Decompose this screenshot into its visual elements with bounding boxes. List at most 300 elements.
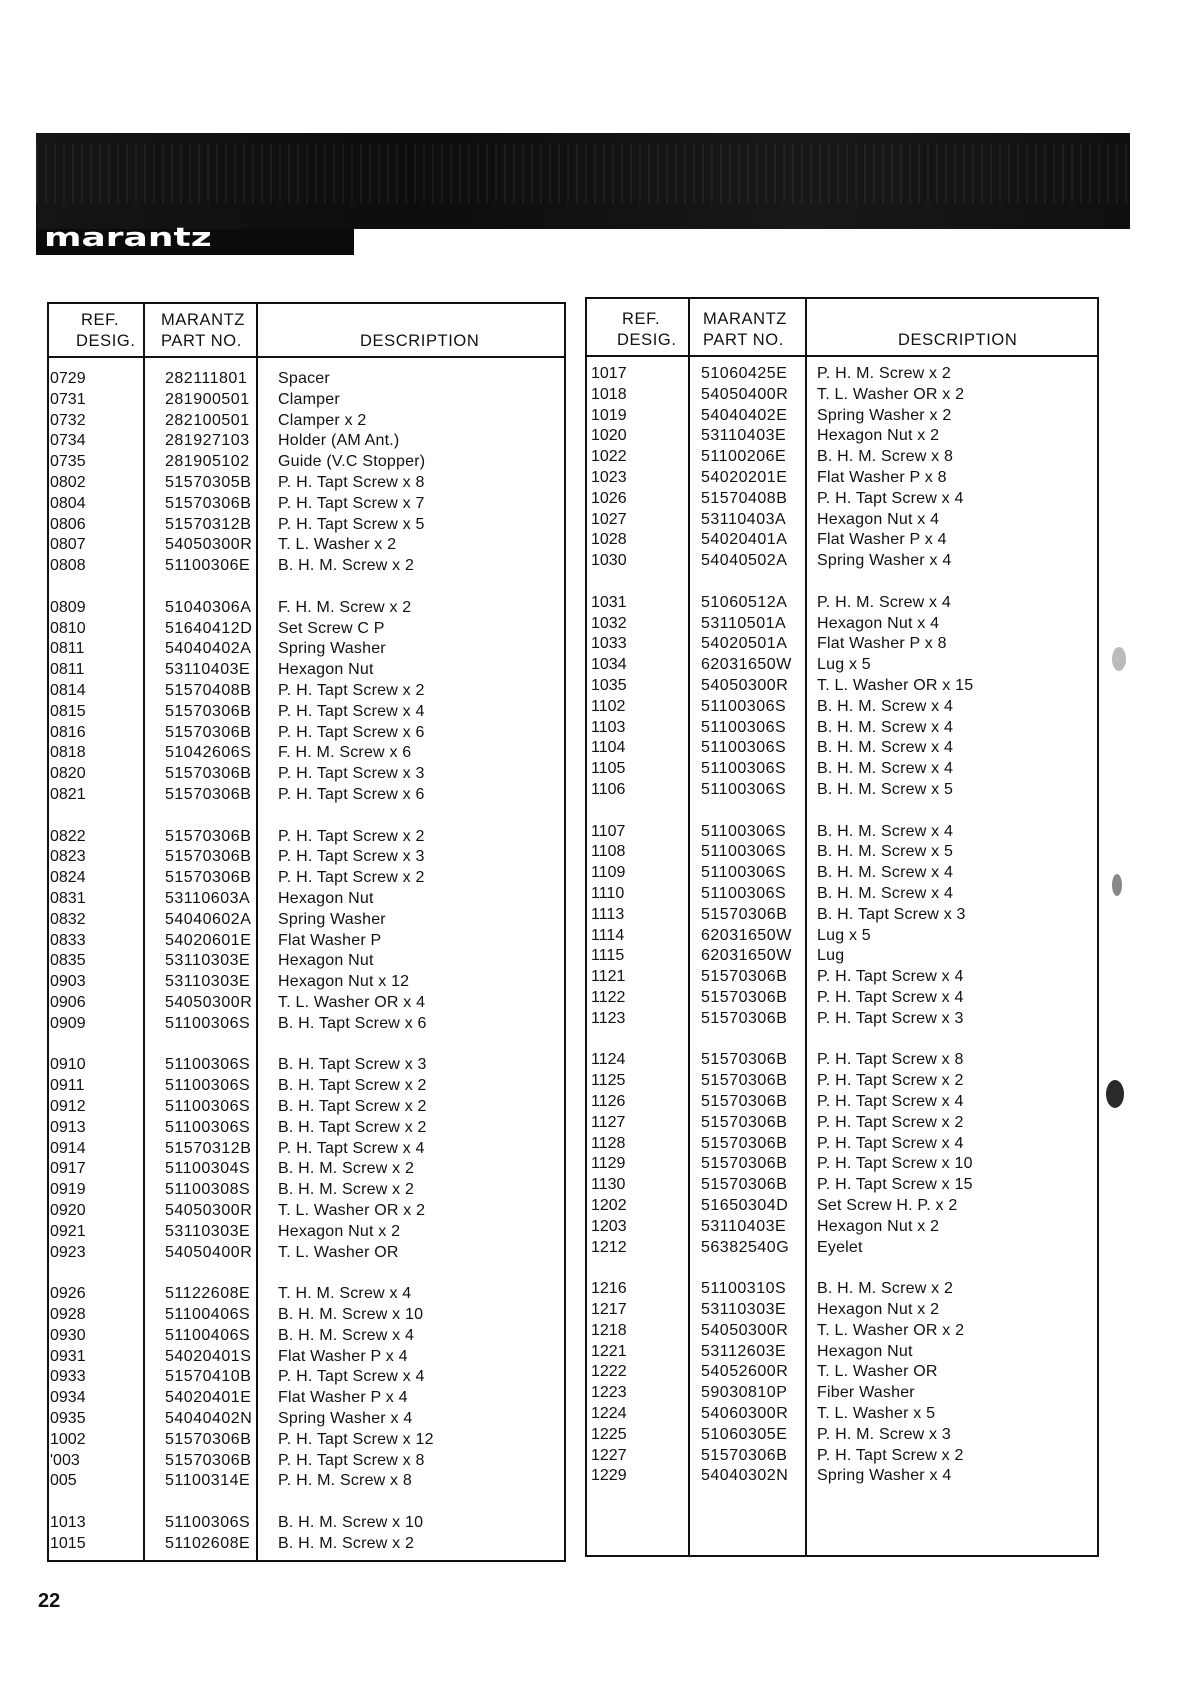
table-row <box>587 1091 1097 1112</box>
ref-desig-cell: 1222 <box>591 1363 627 1381</box>
description-cell: P. H. Tapt Screw x 2 <box>817 1113 964 1131</box>
table-row <box>587 613 1097 634</box>
ref-desig-cell: 0820 <box>50 765 86 783</box>
part-no-cell: 51570408B <box>701 489 788 507</box>
description-cell: Hexagon Nut <box>278 952 374 970</box>
part-no-cell: 62031650W <box>701 947 792 965</box>
description-cell: P. H. M. Screw x 8 <box>278 1472 413 1490</box>
part-no-cell: 54020201E <box>701 469 788 486</box>
ref-desig-cell: 1017 <box>591 365 627 382</box>
description-cell: P. H. Tapt Screw x 7 <box>278 494 425 512</box>
part-no-cell: 53110403E <box>701 427 787 445</box>
part-no-cell: 53110403E <box>701 1217 787 1235</box>
part-no-cell: 54050300R <box>165 536 253 554</box>
ref-desig-cell: 1202 <box>591 1197 627 1214</box>
table-row <box>49 909 564 930</box>
part-no-cell: 51100304S <box>165 1160 251 1178</box>
ref-desig-cell: 0824 <box>50 869 86 887</box>
description-cell: Spring Washer x 4 <box>817 552 952 570</box>
ref-desig-cell: 1103 <box>591 718 626 736</box>
table-row <box>587 1299 1097 1320</box>
table-row <box>587 945 1097 966</box>
part-no-cell: 281927103 <box>165 432 250 450</box>
table-row <box>587 987 1097 1008</box>
ref-desig-cell: 0821 <box>50 786 86 803</box>
part-no-cell: 51060305E <box>701 1425 788 1443</box>
ref-desig-cell: 1212 <box>591 1238 627 1256</box>
table-row <box>49 514 564 535</box>
part-no-cell: 51042606S <box>165 744 252 762</box>
description-cell: Flat Washer P x 4 <box>278 1389 408 1407</box>
table-row <box>49 555 564 576</box>
ref-desig-cell: 0923 <box>50 1243 86 1261</box>
table-row <box>49 1138 564 1159</box>
table-row <box>49 1200 564 1221</box>
description-cell: Spring Washer x 2 <box>817 406 952 424</box>
ref-desig-cell: 0910 <box>50 1056 86 1074</box>
description-cell: Flat Washer P x 8 <box>817 635 947 653</box>
ref-desig-cell: 0833 <box>50 931 86 949</box>
table-row <box>49 826 564 847</box>
part-no-cell: 54050300R <box>701 677 789 694</box>
description-cell: P. H. M. Screw x 2 <box>817 365 952 382</box>
table-row <box>49 1179 564 1200</box>
ref-desig-cell: 0930 <box>50 1326 86 1344</box>
table-row <box>49 1013 564 1034</box>
part-no-cell: 51100306S <box>701 822 787 840</box>
ref-desig-cell: 0911 <box>50 1077 85 1095</box>
table-row <box>587 1133 1097 1154</box>
description-cell: B. H. Tapt Screw x 2 <box>278 1077 427 1095</box>
part-no-cell: 51100306S <box>701 781 787 798</box>
description-cell: B. H. M. Screw x 4 <box>817 822 954 840</box>
description-cell: B. H. Tapt Screw x 2 <box>278 1118 427 1136</box>
description-cell: Spacer <box>278 370 330 387</box>
ref-desig-header: REF. DESIG. <box>617 310 677 349</box>
ref-desig-cell: 0928 <box>50 1306 86 1323</box>
table-row <box>49 1054 564 1075</box>
part-no-cell: 54020401S <box>165 1347 252 1365</box>
description-cell: B. H. M. Screw x 2 <box>817 1280 954 1298</box>
table-row <box>49 867 564 888</box>
ref-desig-cell: 1223 <box>591 1384 627 1402</box>
part-no-cell: 51570306B <box>165 869 252 887</box>
part-no-cell: 51570306B <box>165 765 252 783</box>
description-cell: Clamper x 2 <box>278 411 367 429</box>
ref-desig-cell: 0931 <box>50 1347 86 1365</box>
description-cell: P. H. Tapt Screw x 4 <box>278 1368 425 1386</box>
description-cell: P. H. Tapt Screw x 8 <box>278 474 425 491</box>
description-cell: B. H. Tapt Screw x 6 <box>278 1014 427 1032</box>
table-row <box>587 675 1097 696</box>
ref-desig-cell: 0732 <box>50 411 86 429</box>
table-row <box>587 779 1097 800</box>
description-cell: B. H. M. Screw x 10 <box>278 1514 424 1531</box>
part-no-header: MARANTZ PART NO. <box>703 310 787 349</box>
table-row <box>587 425 1097 446</box>
table-row <box>587 384 1097 405</box>
table-row <box>587 862 1097 883</box>
page-number: 22 <box>38 1590 61 1612</box>
ref-desig-cell: 1019 <box>591 406 627 424</box>
ref-desig-cell: 0909 <box>50 1014 86 1032</box>
description-cell: Lug x 5 <box>817 656 871 674</box>
description-cell: T. L. Washer OR x 2 <box>817 1321 965 1339</box>
part-no-cell: 62031650W <box>701 926 792 944</box>
part-no-cell: 51100406S <box>165 1306 251 1323</box>
description-cell: P. H. Tapt Screw x 4 <box>278 1139 425 1157</box>
ref-desig-cell: 0811 <box>50 661 85 679</box>
table-row <box>587 1049 1097 1070</box>
table-row <box>587 1278 1097 1299</box>
description-cell: Lug x 5 <box>817 926 871 944</box>
ref-desig-cell: 0831 <box>50 890 86 907</box>
description-cell: P. H. Tapt Screw x 4 <box>817 968 964 986</box>
table-row <box>587 758 1097 779</box>
part-no-cell: 51100306S <box>165 1056 251 1074</box>
table-row <box>587 841 1097 862</box>
description-cell: P. H. Tapt Screw x 3 <box>278 765 425 783</box>
table-row <box>49 1387 564 1408</box>
description-cell: P. H. Tapt Screw x 6 <box>278 786 425 803</box>
part-no-cell: 51060425E <box>701 365 788 382</box>
ref-desig-cell: 1225 <box>591 1425 627 1443</box>
ref-desig-cell: 0906 <box>50 994 86 1011</box>
description-cell: Flat Washer P x 4 <box>278 1347 408 1365</box>
part-no-cell: 54040502A <box>701 552 788 570</box>
description-cell: P. H. M. Screw x 3 <box>817 1425 952 1443</box>
part-no-cell: 54020501A <box>701 635 788 653</box>
description-cell: P. H. Tapt Screw x 12 <box>278 1430 434 1448</box>
table-row <box>587 363 1097 384</box>
table-row <box>49 1304 564 1325</box>
ref-desig-cell: 1013 <box>50 1514 86 1531</box>
description-cell: P. H. Tapt Screw x 2 <box>817 1072 964 1090</box>
description-cell: Spring Washer x 4 <box>278 1410 413 1427</box>
part-no-cell: 281900501 <box>165 390 250 408</box>
description-cell: B. H. M. Screw x 2 <box>278 557 415 575</box>
table-row <box>587 1361 1097 1382</box>
ref-desig-cell: 0735 <box>50 453 86 471</box>
part-no-cell: 51100306E <box>165 557 251 575</box>
description-cell: Hexagon Nut x 2 <box>817 427 940 445</box>
part-no-cell: 51060512A <box>701 593 788 611</box>
ref-desig-cell: 0815 <box>50 702 86 720</box>
table-row <box>49 1117 564 1138</box>
parts-table-left <box>47 302 566 1562</box>
description-cell: Hexagon Nut <box>278 661 374 679</box>
ref-desig-cell: 0807 <box>50 536 86 554</box>
table-row <box>587 1465 1097 1486</box>
description-header: DESCRIPTION <box>898 331 1018 349</box>
table-row <box>49 534 564 555</box>
part-no-cell: 54040302N <box>701 1467 789 1485</box>
part-no-cell: 53110501A <box>701 614 787 632</box>
ref-desig-cell: 1023 <box>591 469 627 486</box>
description-cell: B. H. M. Screw x 2 <box>278 1181 415 1199</box>
table-row <box>49 1366 564 1387</box>
part-no-cell: 51100306S <box>165 1514 251 1531</box>
part-no-cell: 51570306B <box>165 702 252 720</box>
ref-desig-cell: 0933 <box>50 1368 86 1386</box>
table-row <box>587 1320 1097 1341</box>
ref-desig-cell: 0731 <box>50 390 86 408</box>
part-no-cell: 282111801 <box>165 370 248 387</box>
table-row <box>587 1195 1097 1216</box>
description-cell: P. H. Tapt Screw x 3 <box>817 1009 964 1027</box>
description-cell: T. L. Washer x 5 <box>817 1405 936 1422</box>
table-row <box>49 597 564 618</box>
table-row <box>49 950 564 971</box>
table-row <box>49 680 564 701</box>
ref-desig-cell: 1121 <box>591 968 626 986</box>
ref-desig-cell: 1221 <box>591 1342 627 1360</box>
part-no-cell: 51100306S <box>165 1014 251 1032</box>
description-cell: Hexagon Nut x 4 <box>817 614 940 632</box>
part-no-cell: 54040402N <box>165 1410 253 1427</box>
part-no-cell: 51100306S <box>165 1118 251 1136</box>
part-no-cell: 51570312B <box>165 1139 252 1157</box>
description-cell: P. H. Tapt Screw x 4 <box>817 989 964 1006</box>
description-cell: Hexagon Nut <box>278 890 374 907</box>
ref-desig-cell: 1129 <box>591 1155 626 1173</box>
ref-desig-cell: 1217 <box>591 1301 627 1318</box>
description-cell: Spring Washer <box>278 640 386 658</box>
ref-desig-cell: 1122 <box>591 989 626 1006</box>
ref-desig-cell: 0914 <box>50 1139 86 1157</box>
table-row <box>49 742 564 763</box>
description-cell: Flat Washer P x 4 <box>817 531 947 549</box>
table-row <box>587 1403 1097 1424</box>
part-no-cell: 54050400R <box>701 385 789 403</box>
description-cell: Hexagon Nut <box>817 1342 913 1360</box>
part-no-cell: 53110303E <box>165 1222 251 1240</box>
ref-desig-cell: 1026 <box>591 489 627 507</box>
part-no-cell: 54040402A <box>165 640 252 658</box>
description-cell: T. L. Washer OR x 2 <box>278 1202 426 1219</box>
ref-desig-cell: 1032 <box>591 614 627 632</box>
ref-desig-cell: 1034 <box>591 656 627 674</box>
part-no-cell: 51640412D <box>165 619 253 637</box>
ref-desig-cell: 1108 <box>591 843 626 861</box>
description-cell: P. H. Tapt Screw x 2 <box>278 869 425 887</box>
table-row <box>49 368 564 389</box>
part-no-cell: 51570306B <box>165 723 252 741</box>
part-no-cell: 54050300R <box>165 994 253 1011</box>
table-row <box>49 846 564 867</box>
table-row <box>587 1008 1097 1029</box>
description-cell: P. H. Tapt Screw x 5 <box>278 515 425 533</box>
ref-desig-cell: 1110 <box>591 885 625 902</box>
part-no-cell: 51040306A <box>165 598 252 616</box>
part-no-cell: 51570306B <box>701 989 788 1006</box>
ref-desig-cell: 1128 <box>591 1134 626 1152</box>
part-no-cell: 51570306B <box>701 1051 788 1069</box>
table-row <box>49 472 564 493</box>
description-cell: Clamper <box>278 390 340 408</box>
ref-desig-cell: 1031 <box>591 593 627 611</box>
ref-desig-cell: 0814 <box>50 682 86 699</box>
description-cell: P. H. Tapt Screw x 4 <box>817 1093 964 1110</box>
table-row <box>49 1450 564 1471</box>
table-row <box>587 1424 1097 1445</box>
ref-desig-cell: 0934 <box>50 1389 86 1407</box>
table-row <box>49 493 564 514</box>
description-cell: B. H. Tapt Screw x 3 <box>817 905 966 923</box>
ref-desig-cell: 0832 <box>50 910 86 928</box>
part-no-cell: 54052600R <box>701 1363 789 1381</box>
part-no-cell: 51100306S <box>701 843 787 861</box>
margin-punch-hole <box>1112 647 1126 671</box>
part-no-cell: 281905102 <box>165 453 250 471</box>
part-no-cell: 62031650W <box>701 656 792 674</box>
description-cell: Hexagon Nut x 2 <box>278 1222 401 1240</box>
part-no-cell: 54040602A <box>165 910 252 928</box>
part-no-cell: 51100306S <box>701 864 787 882</box>
part-no-cell: 51570305B <box>165 474 252 491</box>
table-row <box>49 618 564 639</box>
description-cell: P. H. Tapt Screw x 10 <box>817 1155 973 1173</box>
part-no-cell: 51570306B <box>701 1009 788 1027</box>
description-cell: T. H. M. Screw x 4 <box>278 1285 412 1303</box>
part-no-cell: 54060300R <box>701 1405 789 1422</box>
table-row <box>49 930 564 951</box>
description-cell: P. H. Tapt Screw x 4 <box>817 489 964 507</box>
ref-desig-cell: 1106 <box>591 781 626 798</box>
ref-desig-cell: 1124 <box>591 1051 626 1069</box>
ref-desig-cell: 0903 <box>50 973 86 991</box>
description-cell: B. H. M. Screw x 10 <box>278 1306 424 1323</box>
description-cell: B. H. M. Screw x 4 <box>278 1326 415 1344</box>
description-cell: B. H. M. Screw x 4 <box>817 697 954 715</box>
part-no-cell: 51100406S <box>165 1326 251 1344</box>
ref-desig-cell: 1126 <box>591 1093 626 1110</box>
part-no-cell: 51100306S <box>701 718 787 736</box>
table-row <box>49 1242 564 1263</box>
description-cell: B. H. M. Screw x 5 <box>817 843 954 861</box>
table-row <box>49 784 564 805</box>
description-cell: Lug <box>817 947 845 965</box>
ref-desig-cell: 1229 <box>591 1467 627 1485</box>
description-cell: B. H. M. Screw x 4 <box>817 760 954 778</box>
table-row <box>49 1283 564 1304</box>
ref-desig-cell: 1028 <box>591 531 627 549</box>
part-no-cell: 54020401A <box>701 531 788 549</box>
part-no-cell: 51570306B <box>701 1155 788 1173</box>
description-cell: Hexagon Nut x 12 <box>278 973 410 991</box>
ref-desig-cell: 0816 <box>50 723 86 741</box>
table-row <box>587 1445 1097 1466</box>
description-cell: B. H. M. Screw x 2 <box>278 1534 415 1552</box>
ref-desig-cell: 0818 <box>50 744 86 762</box>
part-no-cell: 56382540G <box>701 1238 790 1256</box>
part-no-cell: 51570306B <box>701 1113 788 1131</box>
table-row <box>587 654 1097 675</box>
part-no-cell: 51570306B <box>165 494 252 512</box>
ref-desig-cell: 0811 <box>50 640 85 658</box>
ref-desig-cell: 1115 <box>591 947 625 965</box>
part-no-cell: 51100308S <box>165 1181 251 1199</box>
description-cell: P. H. Tapt Screw x 6 <box>278 723 425 741</box>
table-row <box>587 1112 1097 1133</box>
description-cell: Set Screw C P <box>278 619 385 637</box>
ref-desig-cell: 1109 <box>591 864 626 882</box>
ref-desig-cell: 1218 <box>591 1321 627 1339</box>
part-no-cell: 51100314E <box>165 1472 251 1490</box>
ref-desig-cell: 0804 <box>50 494 86 512</box>
part-no-cell: 51650304D <box>701 1197 789 1214</box>
part-no-cell: 54020601E <box>165 931 252 949</box>
ref-desig-header: REF. DESIG. <box>76 311 136 350</box>
table-row <box>49 971 564 992</box>
ref-desig-cell: 0921 <box>50 1222 86 1240</box>
ref-desig-cell: 0926 <box>50 1285 86 1303</box>
description-cell: B. H. M. Screw x 4 <box>817 864 954 882</box>
table-row <box>49 1429 564 1450</box>
table-row <box>49 1512 564 1533</box>
description-cell: T. L. Washer OR x 2 <box>817 385 965 403</box>
description-cell: F. H. M. Screw x 2 <box>278 598 412 616</box>
part-no-cell: 53110303E <box>701 1301 787 1318</box>
description-cell: P. H. Tapt Screw x 2 <box>278 682 425 699</box>
part-no-cell: 51570306B <box>701 1093 788 1110</box>
description-cell: B. H. M. Screw x 4 <box>817 718 954 736</box>
table-row <box>587 488 1097 509</box>
ref-desig-cell: 0810 <box>50 619 86 637</box>
part-no-cell: 51570306B <box>165 1451 252 1469</box>
part-no-cell: 51570306B <box>701 905 788 923</box>
description-cell: Hexagon Nut x 4 <box>817 510 940 528</box>
part-no-cell: 51570306B <box>701 1072 788 1090</box>
ref-desig-cell: 0913 <box>50 1118 86 1136</box>
part-no-cell: 53110403E <box>165 661 251 679</box>
part-no-cell: 51570306B <box>701 1134 788 1152</box>
ref-desig-cell: 0835 <box>50 952 86 970</box>
table-row <box>587 1174 1097 1195</box>
description-cell: Fiber Washer <box>817 1384 915 1402</box>
table-row <box>49 1346 564 1367</box>
table-row <box>49 1075 564 1096</box>
description-cell: Guide (V.C Stopper) <box>278 453 426 471</box>
description-cell: Set Screw H. P. x 2 <box>817 1197 958 1214</box>
ref-desig-cell: 0823 <box>50 848 86 866</box>
table-row <box>49 638 564 659</box>
description-cell: P. H. Tapt Screw x 2 <box>278 827 425 845</box>
part-no-cell: 51570306B <box>701 1176 788 1194</box>
ref-desig-cell: 1125 <box>591 1072 626 1090</box>
table-row <box>587 550 1097 571</box>
table-row <box>49 1533 564 1554</box>
part-no-cell: 54020401E <box>165 1389 252 1407</box>
table-row <box>587 925 1097 946</box>
part-no-cell: 53110403A <box>701 510 787 528</box>
ref-desig-cell: 1127 <box>591 1113 626 1131</box>
table-row <box>587 1153 1097 1174</box>
description-cell: Eyelet <box>817 1238 863 1256</box>
part-no-cell: 54050400R <box>165 1243 253 1261</box>
ref-desig-cell: 1027 <box>591 510 627 528</box>
ref-desig-cell: 0920 <box>50 1202 86 1219</box>
ref-desig-cell: 1104 <box>591 739 626 757</box>
ref-desig-cell: 0822 <box>50 827 86 845</box>
description-cell: Hexagon Nut x 2 <box>817 1217 940 1235</box>
description-cell: T. L. Washer OR x 15 <box>817 677 974 694</box>
ref-desig-cell: 1203 <box>591 1217 627 1235</box>
table-row <box>587 966 1097 987</box>
description-cell: B. H. M. Screw x 2 <box>278 1160 415 1178</box>
table-row <box>49 1096 564 1117</box>
table-row <box>49 701 564 722</box>
